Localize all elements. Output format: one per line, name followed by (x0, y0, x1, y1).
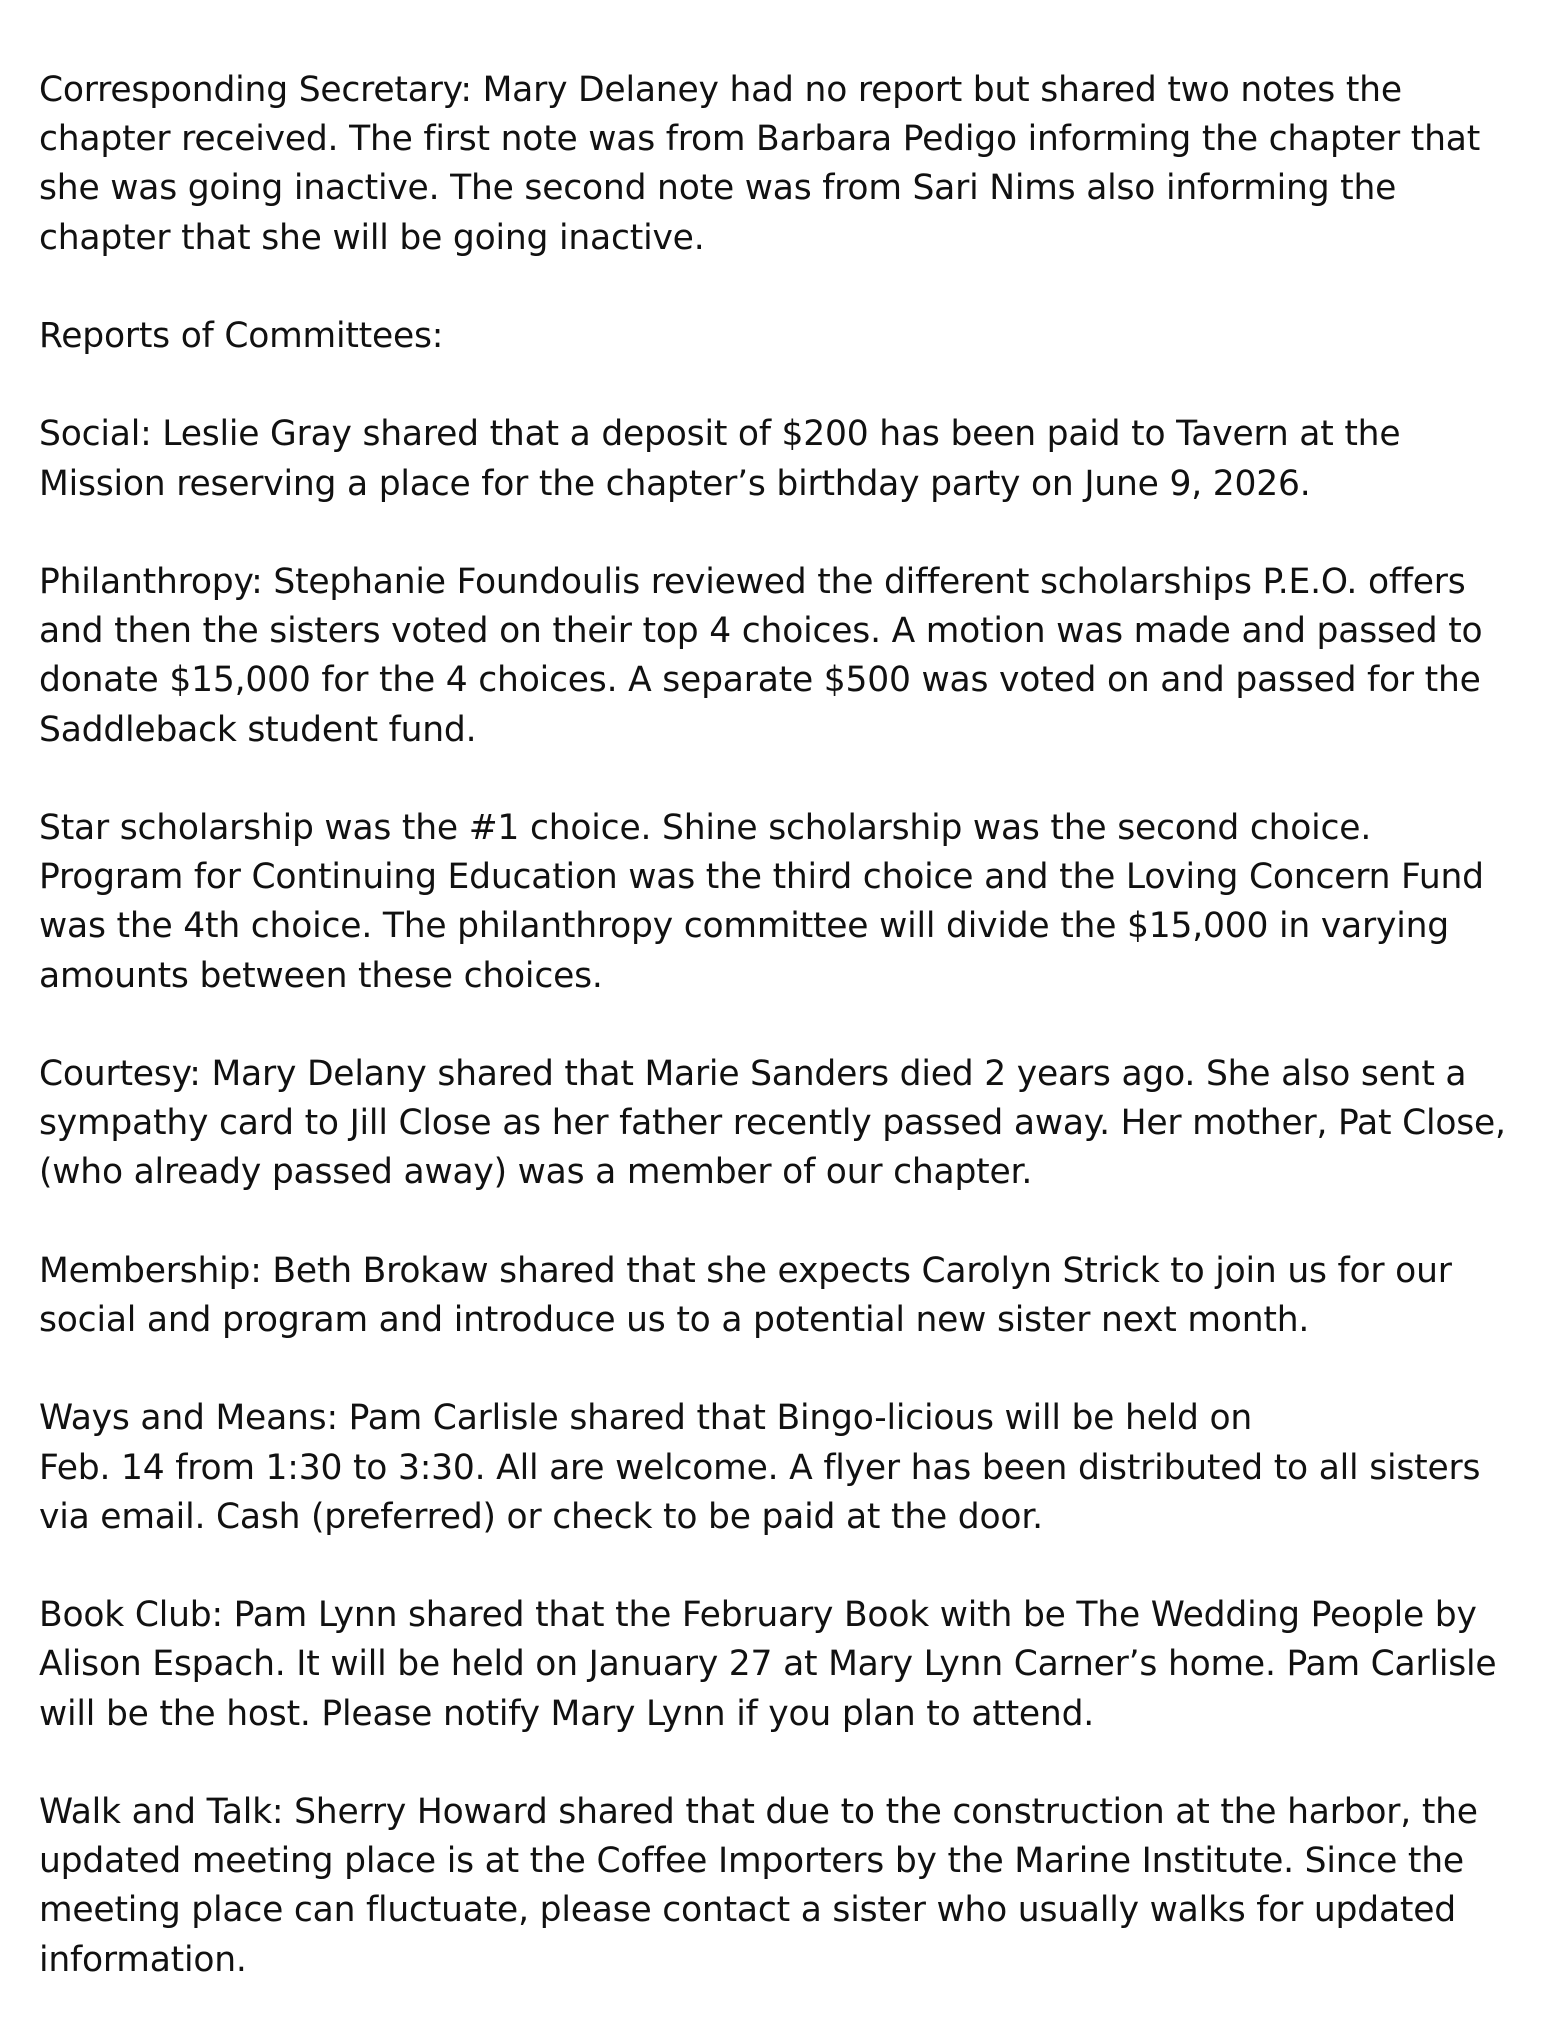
paragraph-walk-and-talk (39, 1788, 1529, 1985)
minutes-document (39, 66, 1529, 2034)
paragraph-scholarship-choices (39, 804, 1529, 1001)
text-line: sympathy card to Jill Close as her father recently passed away. Her mother, Pat Close, (39, 1103, 1506, 1144)
text-line: (who already passed away) was a member of our chapter. (39, 1152, 1033, 1193)
text-line: she was going inactive. The second note was from Sari Nims also informing the (39, 168, 1397, 209)
paragraph-book-club (39, 1591, 1529, 1739)
text-line: chapter that she will be going inactive. (39, 217, 705, 258)
text-line: amounts between these choices. (39, 955, 603, 996)
paragraph-corresponding-secretary (39, 66, 1529, 263)
text-line: Membership: Beth Brokaw shared that she expects Carolyn Strick to join us for our (39, 1250, 1452, 1291)
text-line: Philanthropy: Stephanie Foundoulis reviewed the different scholarships P.E.O. offers (39, 561, 1466, 602)
text-line: Ways and Means: Pam Carlisle shared that Bingo-licious will be held on (39, 1398, 1253, 1439)
text-line: Alison Espach. It will be held on January 27 at Mary Lynn Carner’s home. Pam Carlisle (39, 1644, 1497, 1685)
text-line: Reports of Committees: (39, 316, 444, 356)
text-line: will be the host. Please notify Mary Lynn if you plan to attend. (39, 1693, 1095, 1734)
text-line: donate $15,000 for the 4 choices. A separate $500 was voted on and passed for the (39, 660, 1481, 701)
text-line: Program for Continuing Education was the third choice and the Loving Concern Fund (39, 857, 1484, 898)
text-line: Corresponding Secretary: Mary Delaney had no report but shared two notes the (39, 70, 1402, 110)
text-line: via email. Cash (preferred) or check to be paid at the door. (39, 1496, 1043, 1537)
text-line: Courtesy: Mary Delany shared that Marie Sanders died 2 years ago. She also sent a (39, 1053, 1467, 1094)
text-line: updated meeting place is at the Coffee Importers by the Marine Institute. Since the (39, 1841, 1464, 1882)
text-line: Walk and Talk: Sherry Howard shared that due to the construction at the harbor, the (39, 1791, 1478, 1832)
paragraph-membership (39, 1247, 1529, 1345)
paragraph-social (39, 410, 1529, 508)
paragraph-philanthropy (39, 558, 1529, 755)
text-line: social and program and introduce us to a potential new sister next month. (39, 1299, 1310, 1340)
text-line: chapter received. The first note was from Barbara Pedigo informing the chapter that (39, 119, 1481, 160)
text-line: Star scholarship was the #1 choice. Shine scholarship was the second choice. (39, 807, 1372, 848)
text-line: meeting place can fluctuate, please contact a sister who usually walks for updated (39, 1890, 1456, 1931)
text-line: Social: Leslie Gray shared that a deposit of $200 has been paid to Tavern at the (39, 414, 1401, 455)
text-line: was the 4th choice. The philanthropy committee will divide the $15,000 in varying (39, 906, 1449, 947)
text-line: Saddleback student fund. (39, 709, 477, 750)
paragraph-ways-and-means (39, 1394, 1529, 1542)
text-line: information. (39, 1939, 247, 1980)
text-line: Mission reserving a place for the chapter’s birthday party on June 9, 2026. (39, 463, 1311, 504)
text-line: Book Club: Pam Lynn shared that the February Book with be The Wedding People by (39, 1595, 1477, 1636)
text-line: and then the sisters voted on their top 4 choices. A motion was made and passed to (39, 611, 1483, 652)
heading-reports-of-committees (39, 312, 1529, 361)
paragraph-courtesy (39, 1050, 1529, 1198)
text-line: Feb. 14 from 1:30 to 3:30. All are welcome. A flyer has been distributed to all sisters (39, 1447, 1481, 1488)
